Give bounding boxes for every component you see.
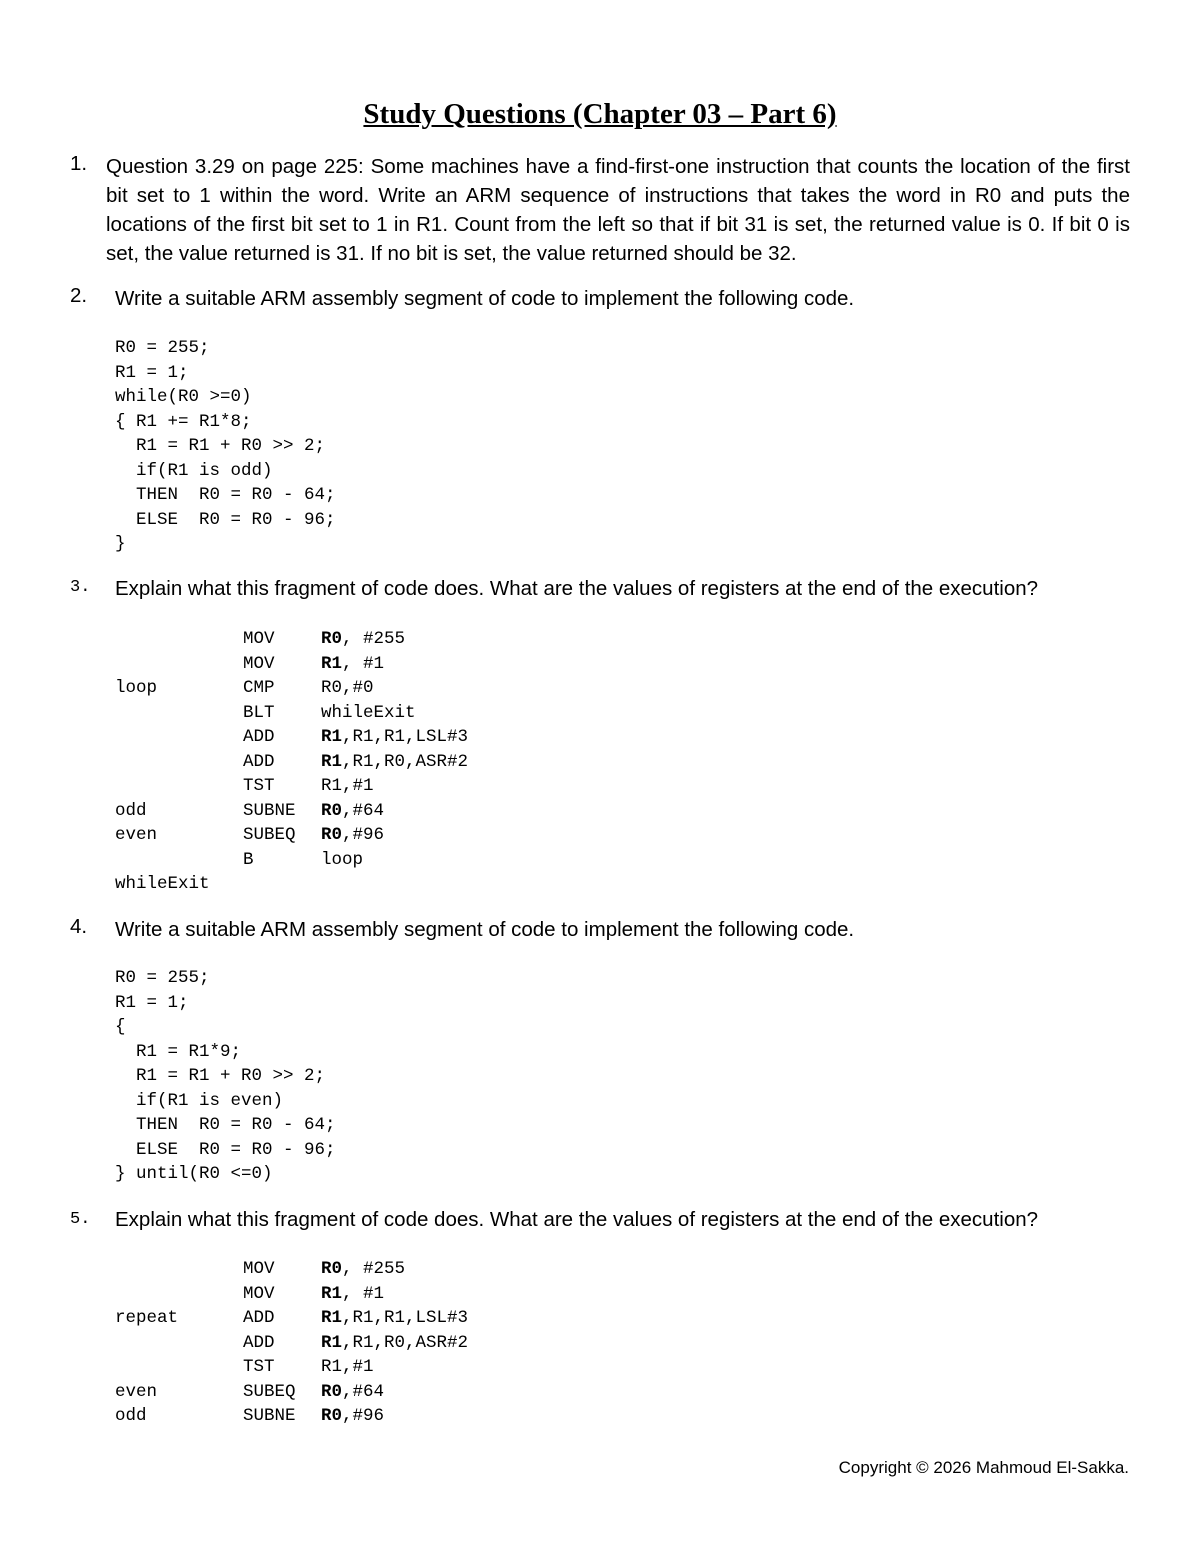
code-line: R1 = R1 + R0 >> 2;: [115, 1066, 326, 1086]
asm-opcode: MOV: [243, 1283, 275, 1304]
asm-operands: [321, 652, 384, 677]
asm-label: repeat: [115, 1308, 179, 1328]
asm-dest-register: R1: [321, 727, 343, 747]
asm-dest-register: R0: [321, 800, 343, 821]
asm-operands: [321, 627, 405, 652]
code-line: { R1 += R1*8;: [115, 411, 252, 432]
asm-operand-rest: ,R1,R1,LSL#3: [342, 727, 469, 747]
question-4-text: Write a suitable ARM assembly segment of code to implement the following code.: [115, 918, 855, 941]
code-line: }: [115, 534, 126, 554]
asm-label: odd: [115, 800, 147, 821]
code-line: THEN R0 = R0 - 64;: [115, 485, 336, 505]
asm-label: even: [115, 825, 158, 845]
asm-operands: [321, 1380, 384, 1405]
asm-operand-rest: R0,#0: [321, 678, 374, 698]
asm-dest-register: R1: [321, 1308, 343, 1328]
asm-operands: [321, 1331, 468, 1356]
question-3-text: Explain what this fragment of code does. What are the values of registers at the end of the execution?: [115, 577, 1039, 600]
asm-operand-rest: R1,#1: [321, 1357, 374, 1377]
asm-dest-register: R0: [321, 1381, 343, 1402]
asm-label: odd: [115, 1406, 147, 1426]
page-title: Study Questions (Chapter 03 – Part 6): [363, 98, 837, 130]
asm-operands: [321, 1257, 405, 1282]
asm-operands: [321, 774, 374, 799]
asm-opcode: MOV: [243, 629, 275, 649]
asm-opcode: B: [243, 849, 254, 870]
code-line: R0 = 255;: [115, 968, 210, 988]
question-3-number: 3.: [70, 578, 91, 597]
asm-dest-register: R0: [321, 825, 343, 845]
asm-operand-rest: , #255: [342, 629, 406, 649]
question-2-number: 2.: [70, 284, 88, 307]
asm-opcode: SUBNE: [243, 800, 296, 821]
asm-operand-rest: whileExit: [321, 702, 416, 723]
asm-opcode: CMP: [243, 678, 275, 698]
question-2-code: [115, 336, 336, 557]
code-line: } until(R0 <=0): [115, 1164, 273, 1184]
asm-operands: [321, 1355, 374, 1380]
asm-opcode: MOV: [243, 1259, 275, 1279]
asm-operand-rest: ,#96: [342, 1406, 385, 1426]
code-line: if(R1 is odd): [115, 460, 273, 481]
asm-opcode: ADD: [243, 727, 275, 747]
asm-operands: [321, 1282, 384, 1307]
asm-opcode: MOV: [243, 653, 275, 674]
question-1-text: Question 3.29 on page 225: Some machines have a find-first-one instruction that counts the location of the first bit set to 1 within the word. Write an ARM sequence of instructions that takes the word in R0 and puts the locations of the first bit set to 1 in R1. Count from the left so that if bit 31 is set, the returned value is 0. If bit 0 is set, the value returned is 31. If no bit is set, the value returned should be 32.: [106, 155, 1130, 265]
code-line: ELSE R0 = R0 - 96;: [115, 1139, 336, 1160]
asm-operand-rest: ,R1,R1,LSL#3: [342, 1308, 469, 1328]
asm-operand-rest: R1,#1: [321, 776, 374, 796]
asm-opcode: TST: [243, 1357, 275, 1377]
asm-opcode: ADD: [243, 751, 275, 772]
asm-operands: [321, 1306, 468, 1331]
asm-opcode: ADD: [243, 1332, 275, 1353]
code-line: R1 = R1*9;: [115, 1041, 242, 1062]
asm-opcode: ADD: [243, 1308, 275, 1328]
question-1-number: 1.: [70, 152, 88, 175]
asm-operands: [321, 750, 468, 775]
code-line: R1 = R1 + R0 >> 2;: [115, 436, 326, 456]
asm-label: loop: [115, 678, 158, 698]
code-line: {: [115, 1017, 126, 1037]
asm-operands: [321, 848, 363, 873]
asm-operand-rest: , #1: [342, 653, 385, 674]
asm-dest-register: R1: [321, 1332, 343, 1353]
asm-operand-rest: loop: [321, 849, 364, 870]
code-line: R1 = 1;: [115, 362, 189, 383]
asm-dest-register: R1: [321, 653, 343, 674]
asm-opcode: TST: [243, 776, 275, 796]
asm-operands: [321, 676, 374, 701]
asm-operands: [321, 1404, 384, 1429]
question-4-code: [115, 966, 336, 1187]
code-line: R1 = 1;: [115, 992, 189, 1013]
code-line: ELSE R0 = R0 - 96;: [115, 509, 336, 530]
asm-opcode: SUBEQ: [243, 825, 296, 845]
code-line: THEN R0 = R0 - 64;: [115, 1115, 336, 1135]
asm-opcode: SUBNE: [243, 1406, 296, 1426]
asm-operand-rest: ,#64: [342, 800, 385, 821]
question-4-number: 4.: [70, 915, 88, 938]
asm-label: whileExit: [115, 874, 210, 894]
asm-operand-rest: , #1: [342, 1283, 385, 1304]
asm-opcode: SUBEQ: [243, 1381, 296, 1402]
asm-opcode: BLT: [243, 702, 275, 723]
asm-operands: [321, 823, 384, 848]
asm-operand-rest: ,#64: [342, 1381, 385, 1402]
asm-dest-register: R0: [321, 1406, 343, 1426]
asm-dest-register: R1: [321, 751, 343, 772]
asm-operand-rest: ,#96: [342, 825, 385, 845]
asm-operand-rest: , #255: [342, 1259, 406, 1279]
question-2-text: Write a suitable ARM assembly segment of code to implement the following code.: [115, 287, 855, 310]
asm-operands: [321, 725, 468, 750]
copyright-notice: Copyright © 2026 Mahmoud El-Sakka.: [838, 1458, 1129, 1477]
asm-dest-register: R0: [321, 1259, 343, 1279]
asm-operands: [321, 799, 384, 824]
question-5-number: 5.: [70, 1210, 91, 1229]
asm-dest-register: R1: [321, 1283, 343, 1304]
code-line: while(R0 >=0): [115, 387, 252, 407]
code-line: R0 = 255;: [115, 338, 210, 358]
asm-operand-rest: ,R1,R0,ASR#2: [342, 751, 469, 772]
code-line: if(R1 is even): [115, 1090, 284, 1111]
asm-dest-register: R0: [321, 629, 343, 649]
question-5-text: Explain what this fragment of code does. What are the values of registers at the end of the execution?: [115, 1208, 1039, 1231]
asm-operand-rest: ,R1,R0,ASR#2: [342, 1332, 469, 1353]
asm-operands: [321, 701, 416, 726]
asm-label: even: [115, 1381, 158, 1402]
